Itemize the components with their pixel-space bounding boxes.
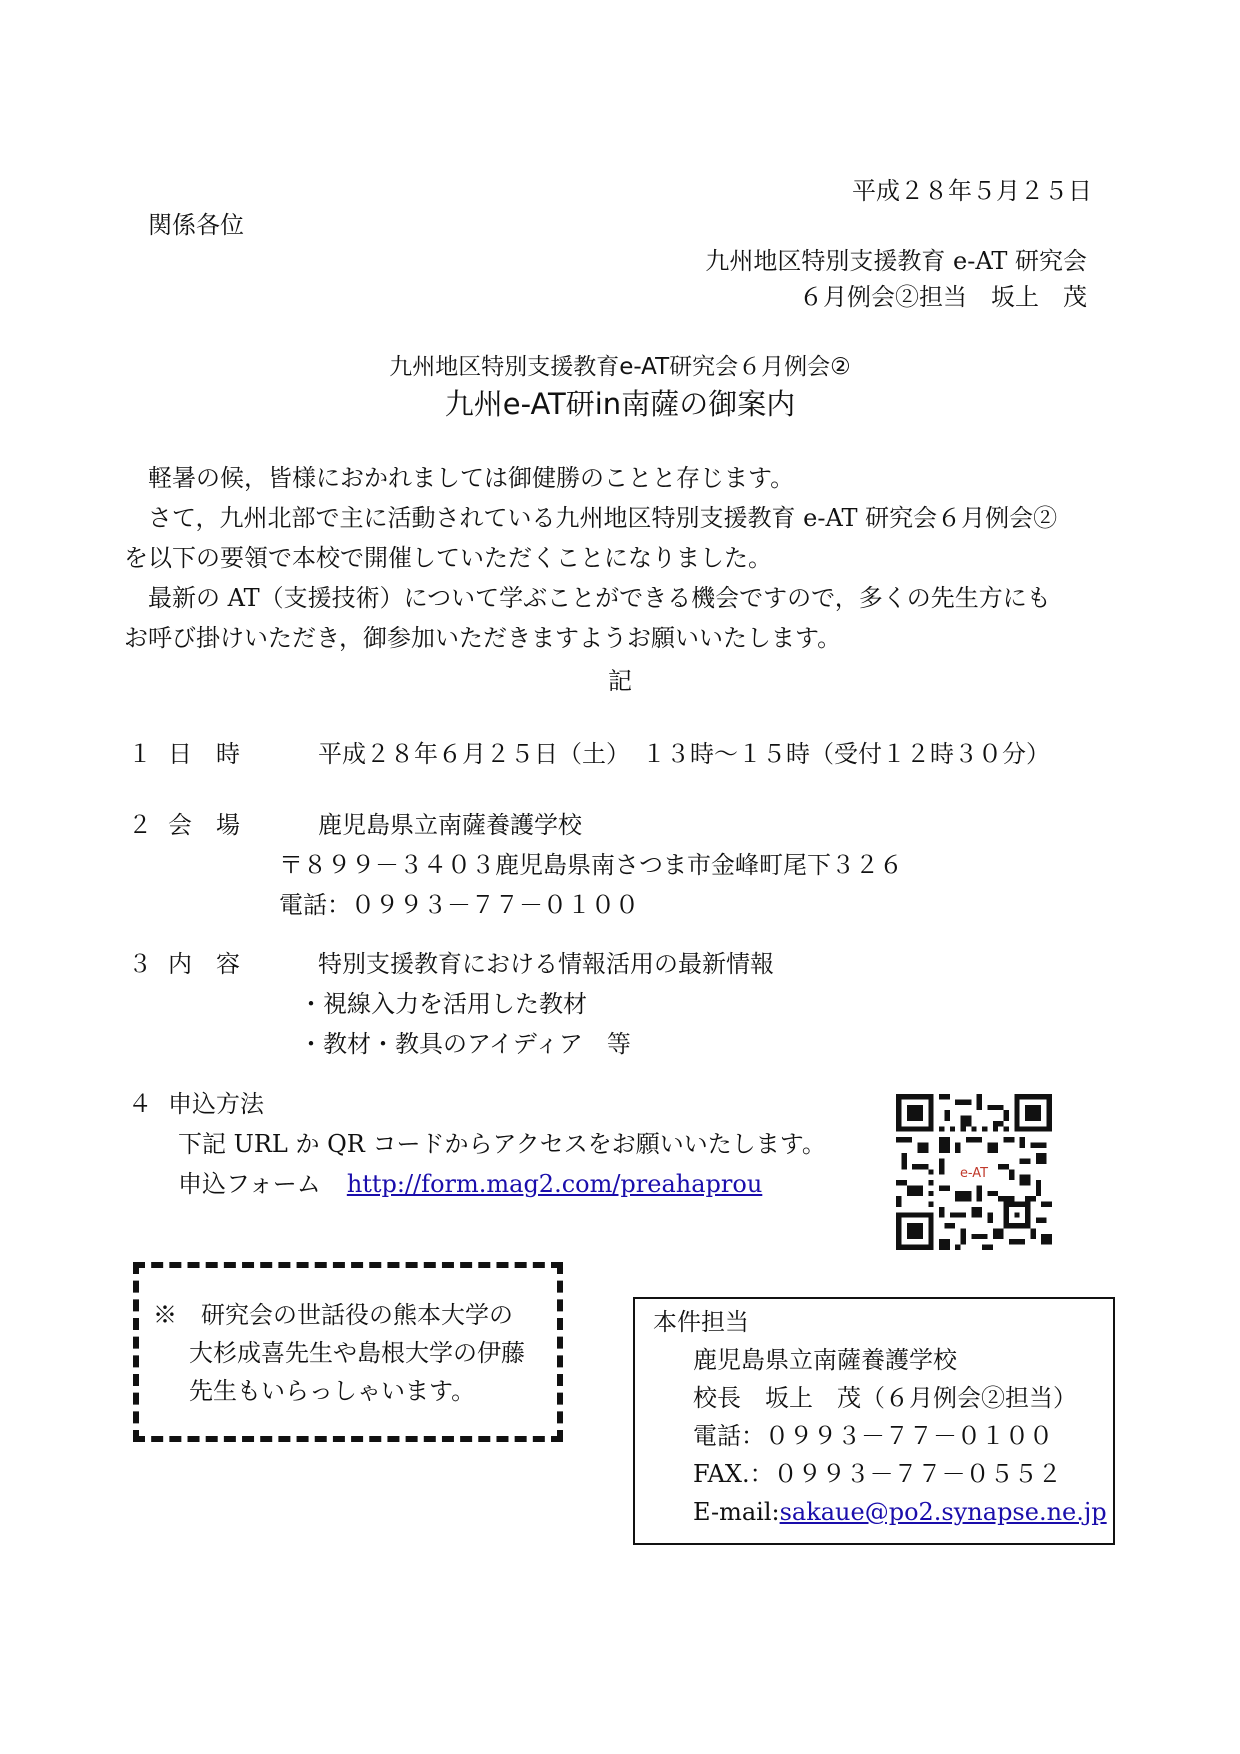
contact-box [633, 1297, 1115, 1545]
item-datetime [128, 734, 1050, 774]
item-number: １ [128, 740, 152, 768]
contact-heading: 本件担当 [653, 1308, 749, 1336]
item-number: ４ [128, 1090, 152, 1118]
item-application [128, 1084, 826, 1204]
contact-phone: 電話：０９９３－７７－０１００ [693, 1422, 1053, 1450]
paragraph-3-line1: 最新の AT（支援技術）について学ぶことができる機会ですので，多くの先生方にも [148, 584, 1051, 612]
title-line1: 九州地区特別支援教育e-AT研究会６月例会② [389, 354, 851, 380]
contact-email-link[interactable]: sakaue@po2.synapse.ne.jp [779, 1498, 1107, 1526]
recipient: 関係各位 [148, 211, 244, 239]
title-line2: 九州e-AT研in南薩の御案内 [444, 387, 796, 421]
item-label: 会 場 [168, 811, 240, 839]
contact-person: 校長 坂上 茂（６月例会②担当） [693, 1384, 1077, 1412]
contact-fax: FAX.：０９９３－７７－０５５２ [693, 1460, 1062, 1488]
contact-school: 鹿児島県立南薩養護学校 [693, 1346, 957, 1374]
item-value: 鹿児島県立南薩養護学校 [318, 811, 582, 839]
application-text: 下記 URL か QR コードからアクセスをお願いいたします。 [178, 1130, 826, 1158]
paragraph-3-line2: お呼び掛けいただき，御参加いただきますようお願いいたします。 [124, 624, 842, 652]
note-box [133, 1262, 563, 1442]
venue-address: 〒８９９－３４０３鹿児島県南さつま市金峰町尾下３２６ [279, 851, 903, 879]
note-line1: ※ 研究会の世話役の熊本大学の [153, 1301, 513, 1329]
paragraph-2-line1: さて，九州北部で主に活動されている九州地区特別支援教育 e-AT 研究会６月例会② [148, 504, 1058, 532]
email-label: E-mail: [693, 1498, 780, 1526]
sender-name: ６月例会②担当 坂上 茂 [799, 283, 1087, 311]
qr-logo-text: e-AT [959, 1165, 989, 1181]
item-value: 平成２８年６月２５日（土） １３時～１５時（受付１２時３０分） [318, 740, 1050, 768]
paragraph-2-line2: を以下の要領で本校で開催していただくことになりました。 [124, 544, 772, 572]
content-sub2: ・教材・教具のアイディア 等 [299, 1030, 631, 1058]
item-label: 申込方法 [168, 1090, 264, 1118]
item-number: ２ [128, 811, 152, 839]
item-number: ３ [128, 950, 152, 978]
item-label: 日 時 [168, 740, 240, 768]
note-line3: 先生もいらっしゃいます。 [189, 1377, 476, 1405]
application-url-link[interactable]: http://form.mag2.com/preahaprou [346, 1170, 763, 1198]
contact-email-row [653, 1493, 1107, 1531]
paragraph-greeting: 軽暑の候，皆様におかれましては御健勝のことと存じます。 [148, 464, 795, 492]
form-label: 申込フォーム [178, 1170, 321, 1198]
ki-heading: 記 [608, 667, 632, 695]
contact-details [653, 1303, 1107, 1531]
body-text [124, 458, 1124, 658]
item-label: 内 容 [168, 950, 240, 978]
note-text [153, 1296, 525, 1410]
venue-phone: 電話：０９９３－７７－０１００ [279, 891, 639, 919]
sender-org: 九州地区特別支援教育 e-AT 研究会 [705, 247, 1087, 275]
content-sub1: ・視線入力を活用した教材 [299, 990, 587, 1018]
document-date: 平成２８年５月２５日 [852, 177, 1092, 205]
item-value: 特別支援教育における情報活用の最新情報 [318, 950, 774, 978]
item-content [128, 944, 774, 1064]
note-line2: 大杉成喜先生や島根大学の伊藤 [189, 1339, 525, 1367]
qr-code-image[interactable] [896, 1094, 1052, 1250]
item-venue [128, 805, 903, 925]
application-form-row [128, 1164, 826, 1204]
